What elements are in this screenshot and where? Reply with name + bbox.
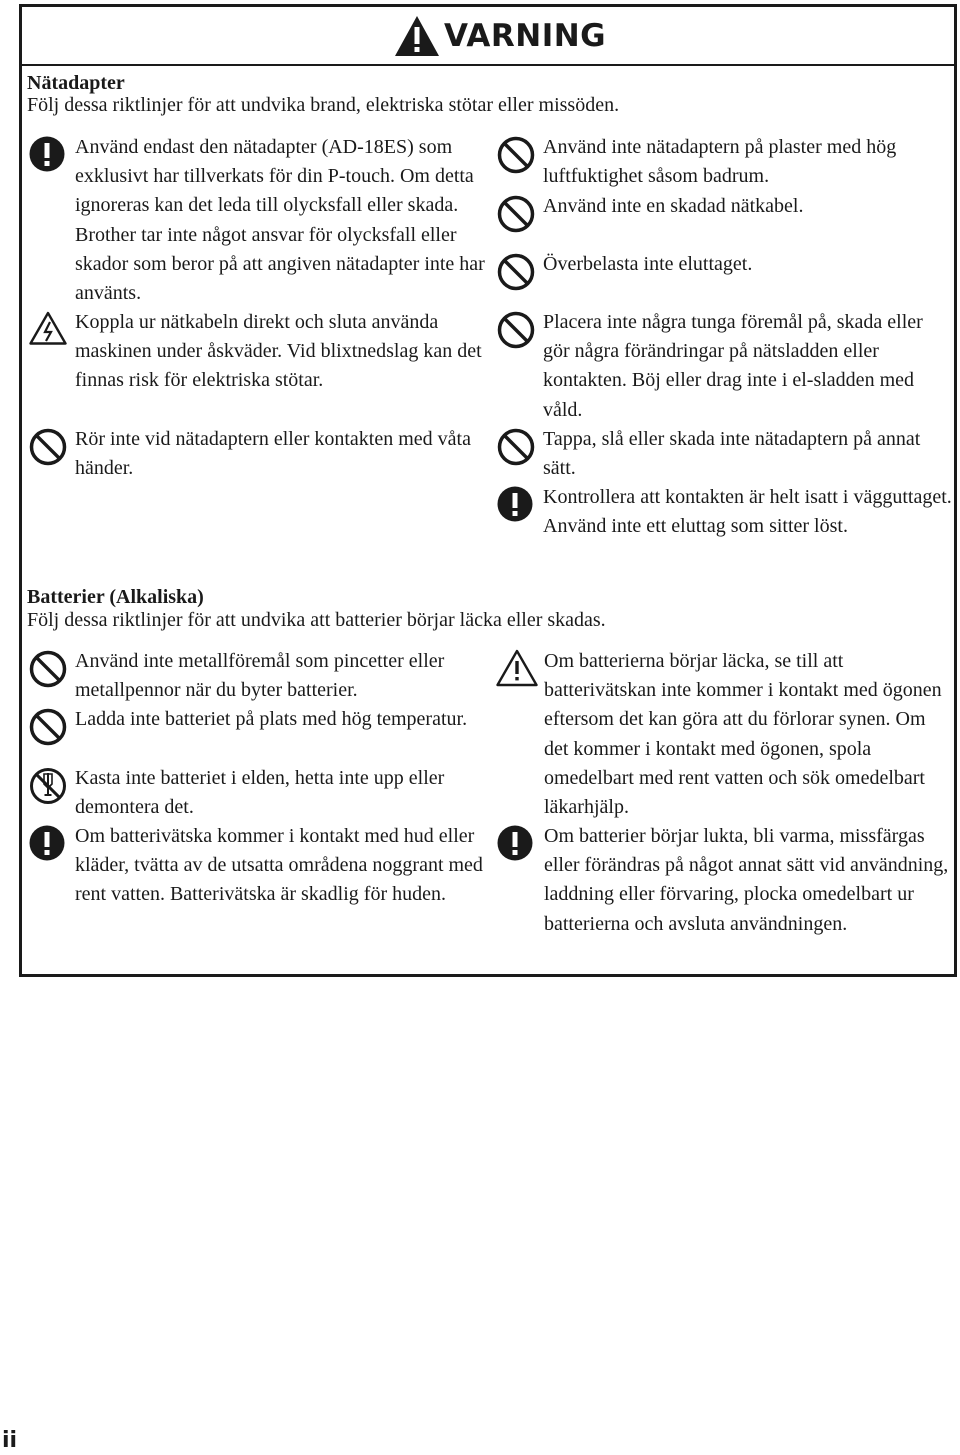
adapter-left-item-2 (75, 308, 490, 396)
battery-left-item-2 (75, 705, 485, 734)
caution-icon (496, 649, 538, 687)
battery-right-item-2 (544, 822, 953, 939)
prohibition-icon (497, 253, 535, 291)
item-text: Om batterivätska kommer i kontakt med hud eller kläder, tvätta av de utsatta områdena noggrant med rent vatten. Batterivätska är skadlig för huden. (75, 825, 483, 906)
adapter-left-item-1 (75, 133, 490, 308)
prohibition-icon (497, 195, 535, 233)
adapter-right-item-1 (543, 133, 953, 191)
mandatory-icon (497, 825, 533, 861)
item-text: Tappa, slå eller skada inte nätadaptern på annat sätt. (543, 428, 921, 480)
item-text: Kontrollera att kontakten är helt isatt i vägguttaget. Använd inte ett eluttag som sitter löst. (543, 486, 952, 538)
warning-triangle-icon (394, 15, 440, 57)
section-title-adapter: Nätadapter (27, 72, 125, 94)
prohibition-icon (497, 136, 535, 174)
item-text: Använd inte nätadaptern på plaster med hög luftfuktighet såsom badrum. (543, 136, 897, 188)
battery-left-item-4 (75, 822, 485, 910)
warning-header (394, 14, 606, 58)
item-text: Om batterierna börjar läcka, se till att batterivätskan inte kommer i kontakt med ögonen eftersom det kan göra att du förlorar synen. Om det kommer i kontakt med ögonen, spola omedelbart med rent vatten och sök omedelbart läkarhjälp. (544, 650, 942, 819)
item-text: Rör inte vid nätadaptern eller kontakten med våta händer. (75, 428, 471, 480)
adapter-right-item-3 (543, 250, 953, 279)
section-intro-batteries: Följ dessa riktlinjer för att undvika att batterier börjar läcka eller skadas. (27, 609, 606, 631)
item-text: Kasta inte batteriet i elden, hetta inte upp eller demontera det. (75, 767, 445, 819)
item-text: Använd inte en skadad nätkabel. (543, 195, 804, 217)
item-text: Om batterier börjar lukta, bli varma, missfärgas eller förändras på något annat sätt vid användning, laddning eller förvaring, plocka omedelbart ur batterierna och avsluta användningen. (544, 825, 949, 935)
prohibition-icon (29, 650, 67, 688)
item-text: Koppla ur nätkabeln direkt och sluta använda maskinen under åskväder. Vid blixtnedslag kan det finnas risk för elektriska stötar. (75, 311, 482, 392)
adapter-right-item-4 (543, 308, 953, 425)
item-text: Placera inte några tunga föremål på, skada eller gör några förändringar på nätsladden eller kontakten. Böj eller drag inte i el-sladden med våld. (543, 311, 923, 421)
mandatory-icon (29, 825, 65, 861)
electric-shock-icon (29, 311, 67, 345)
adapter-right-item-5 (543, 425, 953, 483)
prohibition-icon (29, 708, 67, 746)
mandatory-icon (497, 486, 533, 522)
warning-title: VARNING (444, 17, 607, 54)
prohibition-icon (497, 428, 535, 466)
item-text: Använd endast den nätadapter (AD-18ES) som exklusivt har tillverkats för din P-touch. Om detta ignoreras kan det leda till olycksfall eller skada. Brother tar inte något ansvar för olycksfall eller skador som beror på att angiven nätadapter inte har använts. (75, 136, 485, 305)
prohibition-icon (29, 428, 67, 466)
item-text: Överbelasta inte eluttaget. (543, 253, 753, 275)
adapter-right-item-2 (543, 192, 953, 221)
no-disassembly-icon (29, 767, 67, 805)
page-number: ii (2, 1428, 18, 1453)
item-text: Använd inte metallföremål som pincetter eller metallpennor när du byter batterier. (75, 650, 445, 702)
battery-right-item-1 (544, 647, 953, 822)
header-rule (21, 64, 956, 66)
section-intro-adapter: Följ dessa riktlinjer för att undvika brand, elektriska stötar eller missöden. (27, 94, 620, 116)
mandatory-icon (29, 136, 65, 172)
section-title-batteries: Batterier (Alkaliska) (27, 586, 204, 608)
adapter-left-item-3 (75, 425, 490, 483)
battery-left-item-3 (75, 764, 485, 822)
battery-left-item-1 (75, 647, 485, 705)
prohibition-icon (497, 311, 535, 349)
item-text: Ladda inte batteriet på plats med hög temperatur. (75, 708, 468, 730)
adapter-right-item-6 (543, 483, 953, 541)
